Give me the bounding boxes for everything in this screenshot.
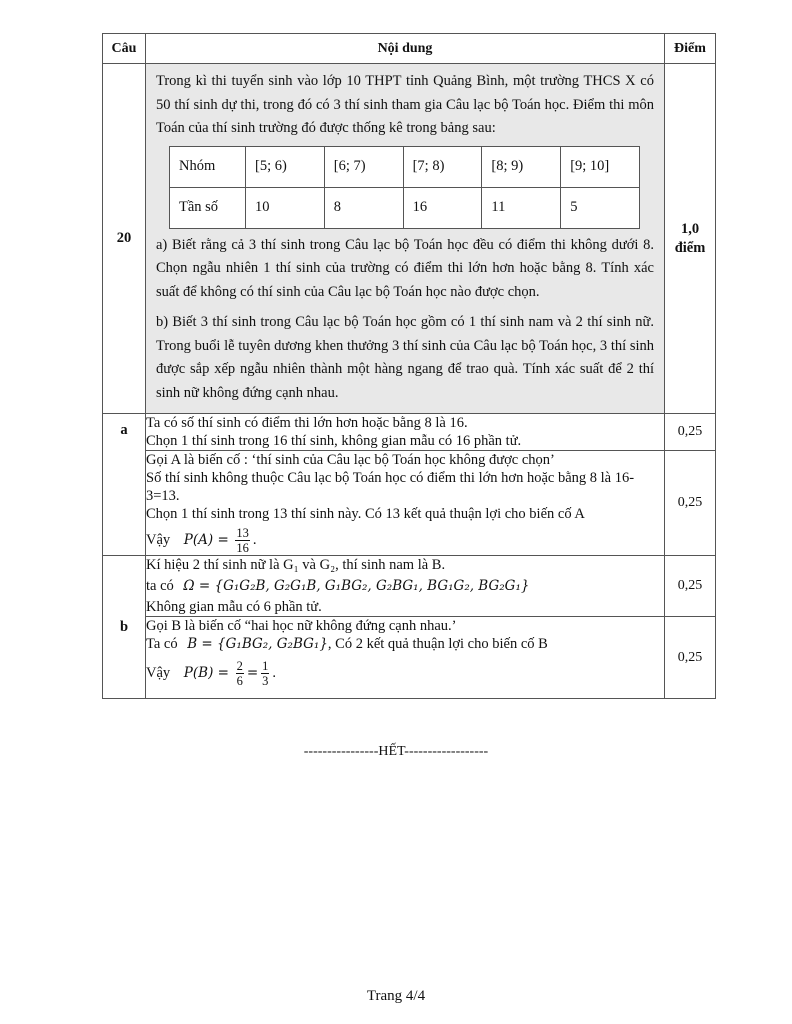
question-points <box>665 64 716 414</box>
denominator: 16 <box>236 541 249 555</box>
answer-a-step2-score: 0,25 <box>665 451 716 556</box>
taco-label: Ta có <box>146 636 178 652</box>
answer-a-result: Vậy P(A) = $\frac{13}{16}$ . <box>146 526 257 555</box>
answer-a-row2 <box>103 451 716 556</box>
event-set-tail: , Có 2 kết quả thuận lợi cho biến cố B <box>327 636 548 652</box>
frequency-label: Tần số <box>170 187 246 228</box>
fraction <box>235 526 250 555</box>
frequency-cell: 5 <box>561 187 640 228</box>
group-cell: [5; 6) <box>246 146 325 187</box>
denominator: 3 <box>262 674 269 688</box>
answer-a-step1 <box>146 414 665 451</box>
answer-a-step2 <box>146 451 665 556</box>
answer-key-table <box>102 33 716 699</box>
answer-b-row2 <box>103 617 716 699</box>
answer-b-step1-line3: Không gian mẫu có 6 phần tử. <box>146 599 322 615</box>
equals-sign: = <box>246 664 259 681</box>
numerator: 2 <box>236 659 243 673</box>
header-cau: Câu <box>103 34 146 64</box>
answer-a-label: a <box>103 414 146 556</box>
header-diem: Điểm <box>665 34 716 64</box>
score-distribution-table <box>169 146 640 229</box>
numerator: 13 <box>236 526 249 540</box>
points-unit: điểm <box>674 239 706 256</box>
sample-space-set: Ω = {G₁G₂B, G₂G₁B, G₁BG₂, G₂BG₁, BG₁G₂, BG₂G₁} <box>183 578 530 594</box>
group-cell: [9; 10] <box>561 146 640 187</box>
answer-b-step1-score: 0,25 <box>665 556 716 617</box>
answer-b-sample-space <box>146 577 664 595</box>
answer-b-result: Vậy P(B) = $\frac{2}{6}$ = $\frac{1}{3}$ . <box>146 659 276 688</box>
answer-a-step2-line2: Số thí sinh không thuộc Câu lạc bộ Toán học có điểm thi lớn hơn hoặc bằng 8 là 16-3=13. <box>146 470 635 504</box>
question-content <box>146 64 665 414</box>
taco-label: ta có <box>146 578 174 594</box>
vay-label: Vậy <box>146 531 171 548</box>
frequency-cell: 8 <box>324 187 403 228</box>
answer-a-step1-score: 0,25 <box>665 414 716 451</box>
group-cell: [8; 9) <box>482 146 561 187</box>
question-intro: Trong kì thi tuyển sinh vào lớp 10 THPT tỉnh Quảng Bình, một trường THCS X có 50 thí sinh dự thi, trong đó có 3 thí sinh tham gia Câu lạc bộ Toán học. Điểm thi môn Toán của thí sinh trường đó được thống kê trong bảng sau: <box>156 73 654 136</box>
answer-b-row1 <box>103 556 716 617</box>
answer-b-label: b <box>103 556 146 699</box>
fraction <box>236 659 244 688</box>
probability-lhs: P(A) = <box>183 531 229 548</box>
header-row <box>103 34 716 64</box>
page-number: Trang 4/4 <box>366 988 426 1004</box>
answer-b-step2-score: 0,25 <box>665 617 716 699</box>
group-row <box>170 146 640 187</box>
answer-b-event-set <box>146 635 664 653</box>
frequency-cell: 11 <box>482 187 561 228</box>
question-row <box>103 64 716 414</box>
probability-lhs: P(B) = <box>183 664 229 681</box>
answer-b-step2-line1: Gọi B là biến cố “hai học nữ không đứng cạnh nhau.’ <box>146 618 457 634</box>
frequency-cell: 16 <box>403 187 482 228</box>
group-label: Nhóm <box>170 146 246 187</box>
end-marker: ----------------HẾT------------------ <box>303 744 489 759</box>
answer-b-step1-line1: Kí hiệu 2 thí sinh nữ là G₁ và G₂, thí sinh nam là B. <box>146 557 446 573</box>
answer-b-step1 <box>146 556 665 617</box>
fraction <box>261 659 269 688</box>
group-cell: [7; 8) <box>403 146 482 187</box>
answer-a-row1 <box>103 414 716 451</box>
frequency-row <box>170 187 640 228</box>
answer-b-step2 <box>146 617 665 699</box>
event-set: B = {G₁BG₂, G₂BG₁} <box>187 636 328 652</box>
group-cell: [6; 7) <box>324 146 403 187</box>
answer-a-step2-line3: Chọn 1 thí sinh trong 13 thí sinh này. Có 13 kết quả thuận lợi cho biến cố A <box>146 506 585 522</box>
answer-a-step2-line1: Gọi A là biến cố : ‘thí sinh của Câu lạc bộ Toán học không được chọn’ <box>146 452 555 468</box>
answer-a-step1-line1: Ta có số thí sinh có điểm thi lớn hơn hoặc bằng 8 là 16. <box>146 415 468 431</box>
question-part-a: a) Biết rằng cả 3 thí sinh trong Câu lạc bộ Toán học đều có điểm thi không dưới 8. Chọn ngẫu nhiên 1 thí sinh của trường có điểm thi lớn hơn hoặc bằng 8. Tính xác suất để không có thí sinh của Câu lạc bộ Toán học nào được chọn. <box>156 236 654 300</box>
denominator: 6 <box>236 674 243 688</box>
frequency-cell: 10 <box>246 187 325 228</box>
question-part-b: b) Biết 3 thí sinh trong Câu lạc bộ Toán học gồm có 1 thí sinh nam và 2 thí sinh nữ. Trong buổi lễ tuyên dương khen thưởng 3 thí sinh của Câu lạc bộ Toán học, 3 thí sinh được sắp xếp ngẫu nhiên thành một hàng ngang để trao quà. Tính xác suất để 2 thí sinh nữ không đứng cạnh nhau. <box>156 314 654 401</box>
answer-a-step1-line2: Chọn 1 thí sinh trong 16 thí sinh, không gian mẫu có 16 phần tử. <box>146 433 522 449</box>
header-noidung: Nội dung <box>146 34 665 64</box>
question-number: 20 <box>103 64 146 414</box>
vay-label: Vậy <box>146 664 171 681</box>
points-value: 1,0 <box>680 220 700 237</box>
numerator: 1 <box>262 659 269 673</box>
